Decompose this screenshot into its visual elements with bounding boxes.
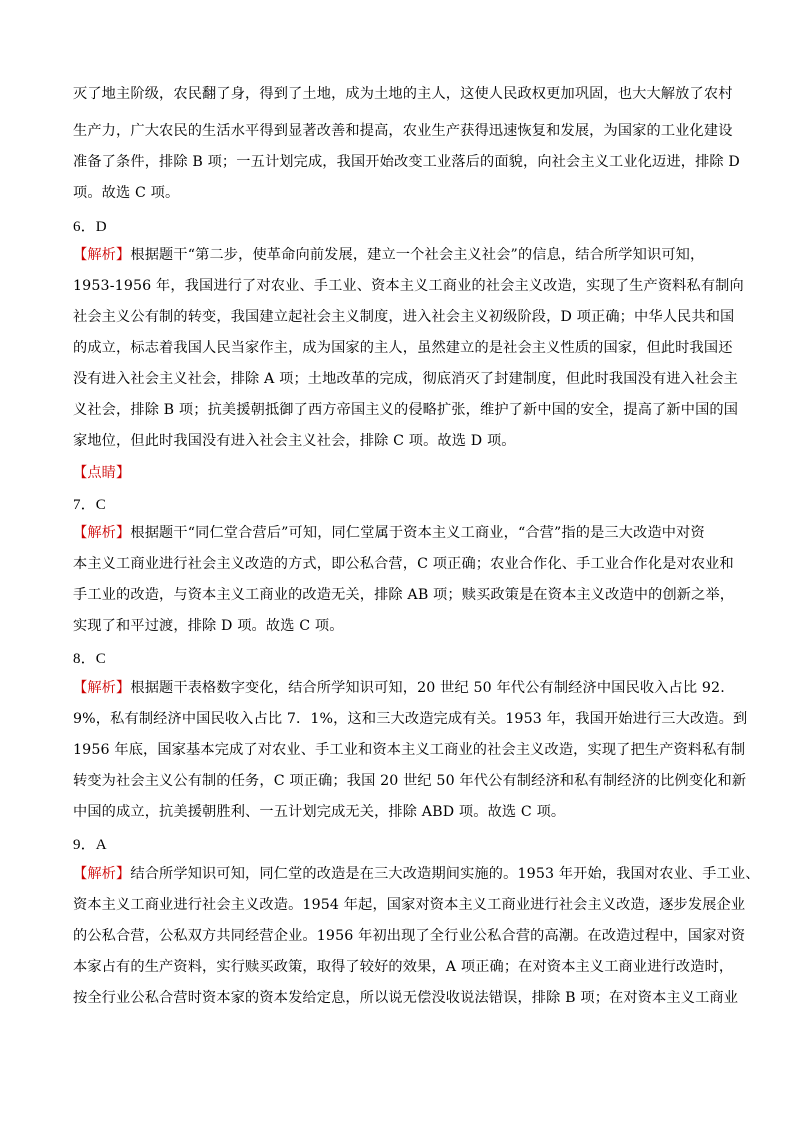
line-text: 根据题干表格数字变化，结合所学知识可知，20 世纪 50 年代公有制经济中国民收入占比 92. (130, 680, 725, 696)
line-text: 9%，私有制经济中国民收入占比 7．1%，这和三大改造完成有关。1953 年，我国开始进行三大改造。到 (73, 711, 748, 727)
line-text: 义社会，排除 B 项；抗美援朝抵御了西方帝国主义的侵略扩张，维护了新中国的安全，提高了新中国的国 (73, 402, 739, 418)
line-text: 灭了地主阶级，农民翻了身，得到了土地，成为土地的主人，这使人民政权更加巩固，也大大解放了农村 (73, 86, 733, 102)
text-line (73, 864, 760, 884)
answer-number (73, 649, 106, 669)
text-line (73, 338, 733, 358)
section-tag: 【解析】 (73, 247, 131, 263)
line-text: 结合所学知识可知，同仁堂的改造是在三大改造期间实施的。1953 年开始，我国对农业、手工业、 (130, 866, 760, 882)
line-text: 本主义工商业进行社会主义改造的方式，即公私合营，C 项正确；农业合作化、手工业合作化是对农业和 (73, 556, 734, 572)
line-text: 6．D (73, 219, 107, 235)
text-line (73, 709, 747, 729)
text-line (73, 554, 734, 574)
section-tag: 【解析】 (73, 525, 131, 541)
line-text: 中国的成立，抗美援朝胜利、一五计划完成无关，排除 ABD 项。故选 C 项。 (73, 804, 566, 820)
line-text: 没有进入社会主义社会，排除 A 项；土地改革的完成，彻底消灭了封建制度，但此时我国没有进入社会主 (73, 371, 738, 387)
text-line (73, 276, 744, 296)
text-line (73, 121, 733, 141)
section-tag: 【点睛】 (73, 465, 131, 481)
line-text: 7．C (73, 497, 106, 513)
line-text: 家地位，但此时我国没有进入社会主义社会，排除 C 项。故选 D 项。 (73, 433, 516, 449)
line-text: 本家占有的生产资料，实行赎买政策，取得了较好的效果，A 项正确；在对资本主义工商业进行改造时， (73, 959, 734, 975)
text-line (73, 152, 740, 172)
answer-number (73, 835, 107, 855)
text-line (73, 369, 738, 389)
text-line (73, 957, 733, 977)
line-text: 生产力，广大农民的生活水平得到显著改善和提高，农业生产获得迅速恢复和发展，为国家的工业化建设 (73, 123, 733, 139)
text-line (73, 585, 734, 605)
text-line (73, 678, 725, 698)
text-line (73, 616, 344, 636)
text-line (73, 400, 738, 420)
line-text: 社会主义公有制的转变，我国建立起社会主义制度，进入社会主义初级阶段，D 项正确；中华人民共和国 (73, 309, 735, 325)
line-text: 的成立，标志着我国人民当家作主，成为国家的主人，虽然建立的是社会主义性质的国家，但此时我国还 (73, 340, 733, 356)
line-text: 8．C (73, 651, 106, 667)
section-tag: 【解析】 (73, 680, 131, 696)
line-text: 1956 年底，国家基本完成了对农业、手工业和资本主义工商业的社会主义改造，实现了把生产资料私有制 (73, 742, 746, 758)
line-text: 根据题干“第二步，使革命向前发展，建立一个社会主义社会”的信息，结合所学知识可知， (130, 247, 705, 263)
line-text: 的公私合营，公私双方共同经营企业。1956 年初出现了全行业公私合营的高潮。在改造过程中，国家对资 (73, 928, 746, 944)
text-line (73, 245, 704, 265)
text-line (73, 895, 745, 915)
answer-number (73, 217, 107, 237)
line-text: 准备了条件，排除 B 项；一五计划完成，我国开始改变工业落后的面貌，向社会主义工业化迈进，排除 D (73, 154, 740, 170)
line-text: 手工业的改造，与资本主义工商业的改造无关，排除 AB 项；赎买政策是在资本主义改造中的创新之举， (73, 587, 735, 603)
text-line (73, 740, 745, 760)
line-text: 根据题干“同仁堂合营后”可知，同仁堂属于资本主义工商业，“合营”指的是三大改造中对资 (130, 525, 705, 541)
section-tag: 【解析】 (73, 866, 131, 882)
text-line (73, 523, 705, 543)
text-line (73, 988, 738, 1008)
line-text: 1953-1956 年，我国进行了对农业、手工业、资本主义工商业的社会主义改造，实现了生产资料私有制向 (73, 278, 744, 294)
line-text: 实现了和平过渡，排除 D 项。故选 C 项。 (73, 618, 344, 634)
text-line (73, 84, 733, 104)
text-line (73, 926, 745, 946)
line-text: 项。故选 C 项。 (73, 185, 180, 201)
text-line (73, 307, 734, 327)
line-text: 转变为社会主义公有制的任务，C 项正确；我国 20 世纪 50 年代公有制经济和私有制经济的比例变化和新 (73, 773, 747, 789)
text-line (73, 183, 179, 203)
line-text: 资本主义工商业进行社会主义改造。1954 年起，国家对资本主义工商业进行社会主义改造，逐步发展企业 (73, 897, 746, 913)
answer-number (73, 495, 106, 515)
text-line (73, 802, 565, 822)
line-text: 按全行业公私合营时资本家的资本发给定息，所以说无偿没收说法错误，排除 B 项；在对资本主义工商业 (73, 990, 739, 1006)
text-line (73, 463, 130, 483)
line-text: 9．A (73, 837, 107, 853)
text-line (73, 771, 746, 791)
text-line (73, 431, 516, 451)
